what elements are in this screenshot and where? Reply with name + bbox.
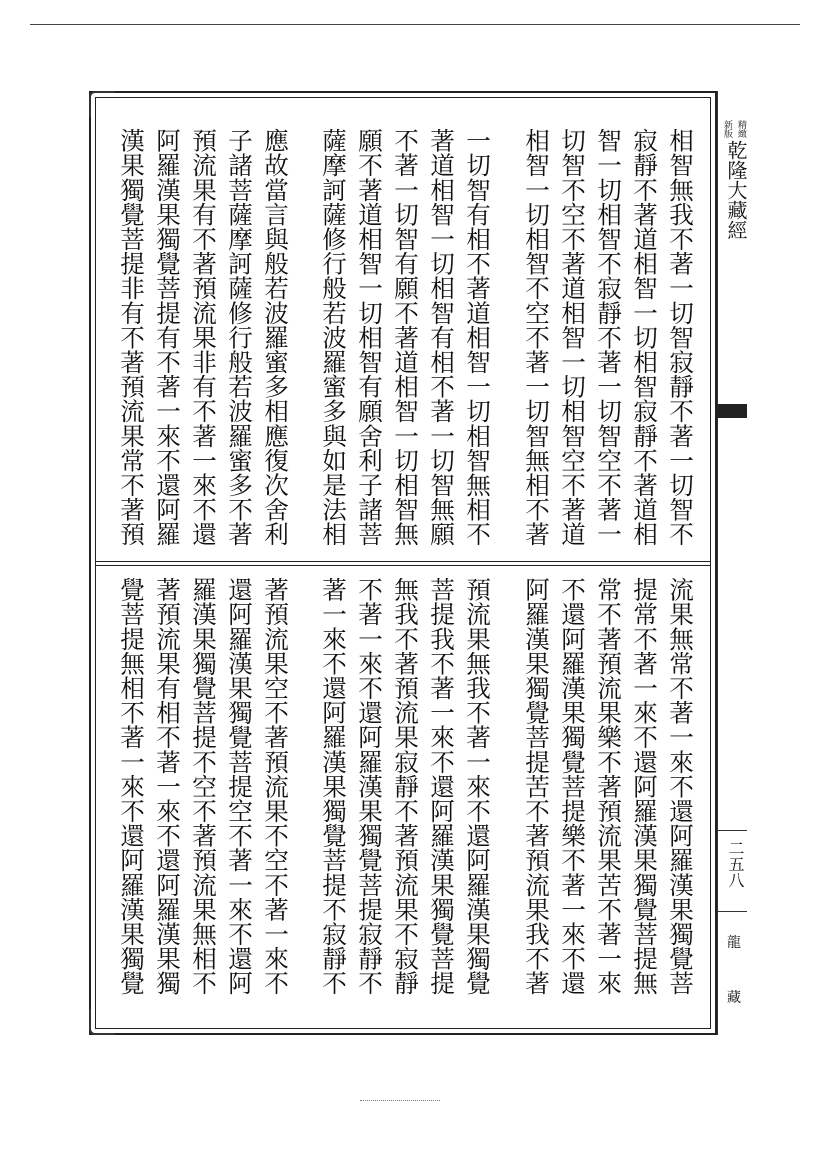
text-column: 提常不著一來不還阿羅漢果獨覺菩提無 [630,577,659,996]
text-column: 流果無常不著一來不還阿羅漢果獨覺菩 [666,577,695,996]
text-column: 一切智有相不著道相智一切相智無相不 [463,128,492,547]
text-column: 無我不著預流果寂靜不著預流果不寂靜 [391,577,420,996]
edition-label-right: 精緻 [736,120,746,138]
text-column: 不著一切智有願不著道相智一切相智無 [391,128,420,547]
corner-ornament-top-left [89,91,115,117]
top-rule [30,24,800,25]
text-column: 著一來不還阿羅漢果獨覺菩提不寂靜不 [319,577,348,996]
text-column: 常不著預流果樂不著預流果苦不著一來 [594,577,623,996]
text-column: 阿羅漢果獨覺菩提有不著一來不還阿羅 [153,128,182,547]
text-column: 相智無我不著一切智寂靜不著一切智不 [666,128,695,547]
text-column: 漢果獨覺菩提非有不著預流果常不著預 [117,128,146,547]
edition-label-left: 新版 [722,120,732,138]
series-mark-canon: 藏 [727,990,741,1006]
collection-title: 乾隆大藏經 [724,140,748,240]
text-column: 子諸菩薩摩訶薩修行般若波羅蜜多不著 [225,128,254,547]
text-column: 薩摩訶薩修行般若波羅蜜多與如是法相 [319,128,348,547]
footer-rule [360,1100,440,1103]
text-column: 切智不空不著道相智一切相智空不著道 [558,128,587,547]
text-column: 願不著道相智一切相智有願舍利子諸菩 [355,128,384,547]
series-mark-dragon: 龍 [727,935,741,951]
text-column: 預流果無我不著一來不還阿羅漢果獨覺 [463,577,492,996]
corner-ornament-bottom-left [89,1009,115,1035]
text-column: 智一切相智不寂靜不著一切智空不著一 [594,128,623,547]
register-divider [96,561,710,566]
text-column: 羅漢果獨覺菩提不空不著預流果無相不 [189,577,218,996]
text-column: 不還阿羅漢果獨覺菩提樂不著一來不還 [558,577,587,996]
text-column: 不著一來不還阿羅漢果獨覺菩提寂靜不 [355,577,384,996]
text-column: 著道相智一切相智有相不著一切智無願 [427,128,456,547]
text-column: 菩提我不著一來不還阿羅漢果獨覺菩提 [427,577,456,996]
margin-tab-marker [717,404,747,418]
text-column: 相智一切相智不空不著一切智無相不著 [522,128,551,547]
text-column: 寂靜不著道相智一切相智寂靜不著道相 [630,128,659,547]
text-column: 還阿羅漢果獨覺菩提空不著一來不還阿 [225,577,254,996]
text-column: 著預流果有相不著一來不還阿羅漢果獨 [153,577,182,996]
text-column: 阿羅漢果獨覺菩提苦不著預流果我不著 [522,577,551,996]
page-number: 二五八 [726,840,745,888]
text-column: 預流果有不著預流果非有不著一來不還 [189,128,218,547]
text-column: 應故當言與般若波羅蜜多相應復次舍利 [261,128,290,547]
text-column: 覺菩提無相不著一來不還阿羅漢果獨覺 [117,577,146,996]
text-column: 著預流果空不著預流果不空不著一來不 [261,577,290,996]
